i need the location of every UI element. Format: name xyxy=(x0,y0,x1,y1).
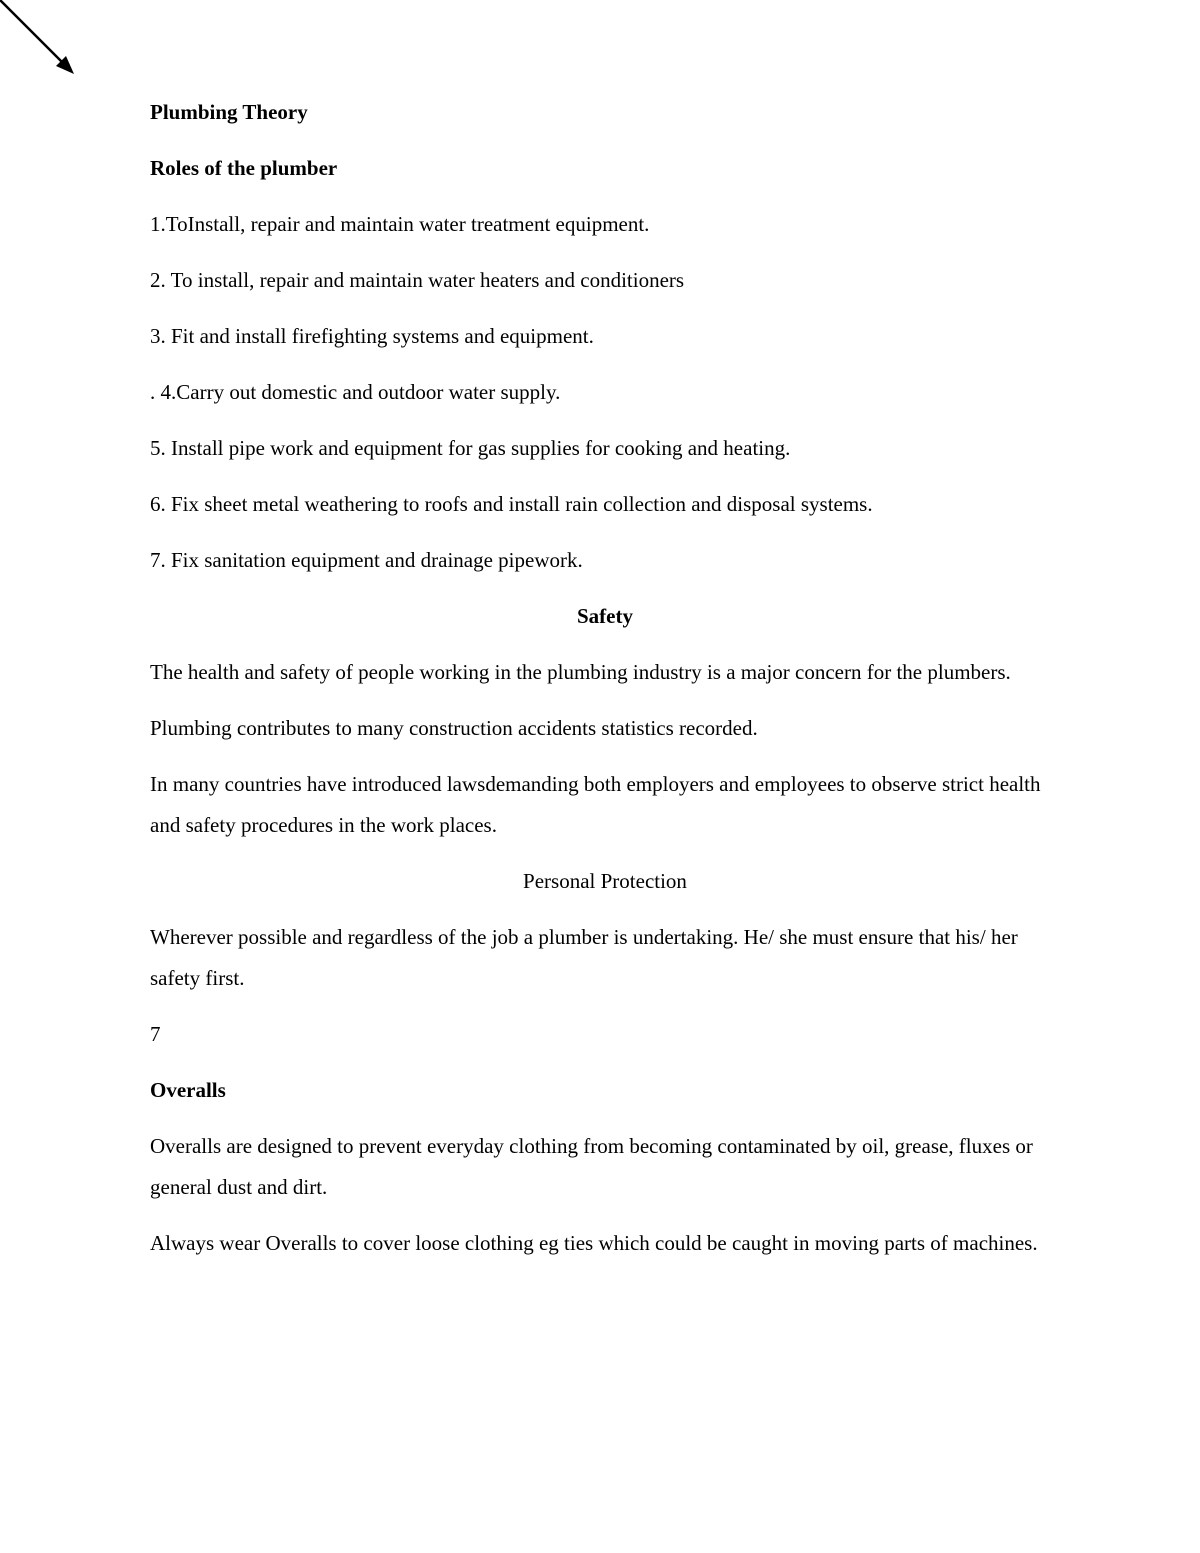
personal-protection-heading: Personal Protection xyxy=(523,869,687,893)
safety-paragraph: In many countries have introduced lawsdemanding both employers and employees to observe strict health and safety procedures in the work places. xyxy=(150,772,1041,837)
safety-paragraph: The health and safety of people working in the plumbing industry is a major concern for the plumbers. xyxy=(150,660,1011,684)
safety-paragraph: Plumbing contributes to many construction accidents statistics recorded. xyxy=(150,716,758,740)
document-title: Plumbing Theory xyxy=(150,100,308,124)
role-item: 3. Fit and install firefighting systems and equipment. xyxy=(150,324,594,348)
role-item: 5. Install pipe work and equipment for gas supplies for cooking and heating. xyxy=(150,436,791,460)
arrow-down-right-icon xyxy=(0,0,80,80)
role-item: 7. Fix sanitation equipment and drainage pipework. xyxy=(150,548,583,572)
overalls-heading: Overalls xyxy=(150,1078,226,1102)
document-body xyxy=(150,92,1060,1279)
role-item: 1.ToInstall, repair and maintain water treatment equipment. xyxy=(150,212,650,236)
role-item: 2. To install, repair and maintain water heaters and conditioners xyxy=(150,268,685,292)
role-item: 6. Fix sheet metal weathering to roofs and install rain collection and disposal systems. xyxy=(150,492,873,516)
roles-heading: Roles of the plumber xyxy=(150,156,338,180)
safety-heading: Safety xyxy=(577,604,633,628)
overalls-paragraph: Always wear Overalls to cover loose clothing eg ties which could be caught in moving parts of machines. xyxy=(150,1231,1038,1255)
personal-protection-paragraph: Wherever possible and regardless of the job a plumber is undertaking. He/ she must ensure that his/ her safety first. xyxy=(150,925,1018,990)
overalls-paragraph: Overalls are designed to prevent everyday clothing from becoming contaminated by oil, grease, fluxes or general dust and dirt. xyxy=(150,1134,1033,1199)
page-number: 7 xyxy=(150,1022,161,1046)
role-item: . 4.Carry out domestic and outdoor water supply. xyxy=(150,380,561,404)
